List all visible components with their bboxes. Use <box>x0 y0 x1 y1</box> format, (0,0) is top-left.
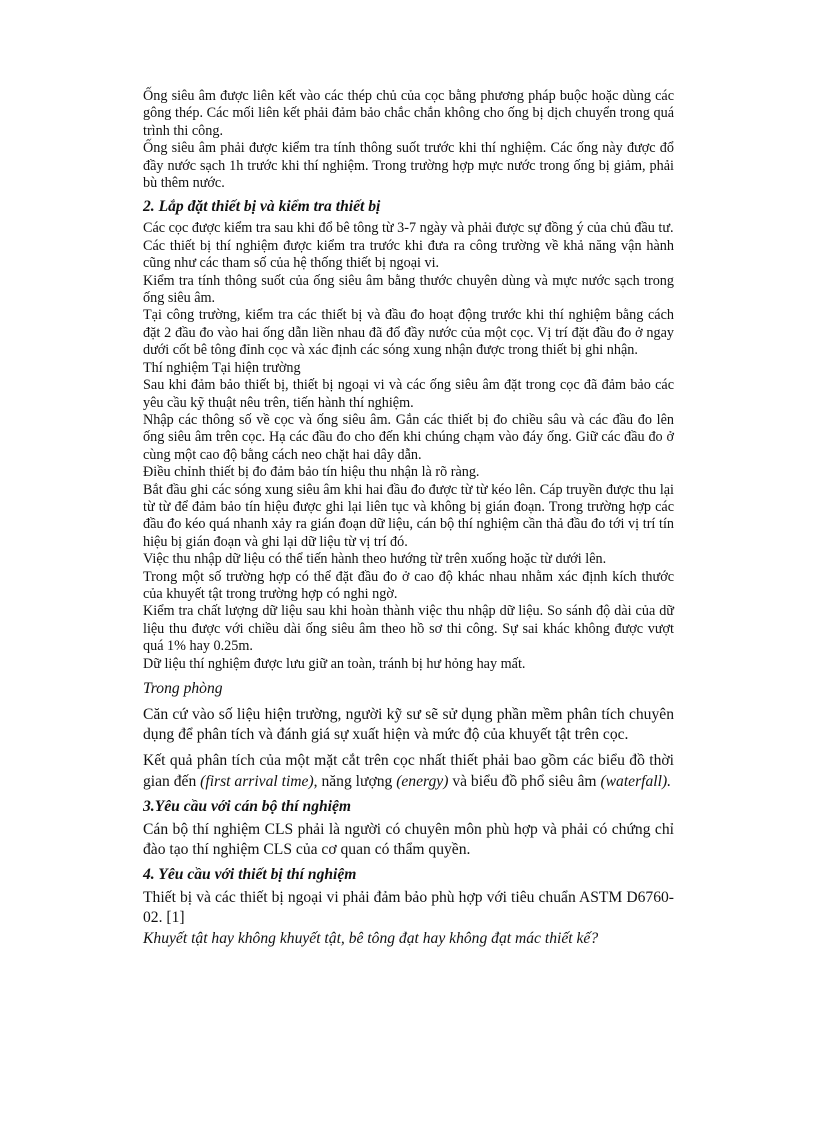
term-italic: (energy) <box>396 772 449 790</box>
section-heading: 3.Yêu cầu với cán bộ thí nghiệm <box>143 797 352 815</box>
paragraph: Kiểm tra chất lượng dữ liệu sau khi hoàn thành việc thu nhập dữ liệu. So sánh độ dài của dữ liệu thu được với chiều dài ống siêu âm theo hồ sơ thi công. Sự sai khác không được vượt quá 1% hay 0.25m. <box>143 603 674 655</box>
term-italic: (waterfall). <box>600 772 672 790</box>
paragraph <box>143 751 674 791</box>
paragraph: Ống siêu âm phải được kiểm tra tính thông suốt trước khi thí nghiệm. Các ống này được đổ đầy nước sạch 1h trước khi thí nghiệm. Trong trường hợp mực nước trong ống bị giảm, phải bù thêm nước. <box>143 140 674 192</box>
paragraph: Kiểm tra tính thông suốt của ống siêu âm bằng thước chuyên dùng và mực nước sạch trong ống siêu âm. <box>143 272 674 307</box>
paragraph: Sau khi đảm bảo thiết bị, thiết bị ngoại vi và các ống siêu âm đặt trong cọc đã đảm bảo các yêu cầu kỹ thuật nêu trên, tiến hành thí nghiệm. <box>143 377 674 411</box>
paragraph: Điều chỉnh thiết bị đo đảm bảo tín hiệu thu nhận là rõ ràng. <box>143 464 480 481</box>
paragraph: Thiết bị và các thiết bị ngoại vi phải đảm bảo phù hợp với tiêu chuẩn ASTM D6760-02. [1] <box>143 889 674 927</box>
paragraph: Căn cứ vào số liệu hiện trường, người kỹ sư sẽ sử dụng phần mềm phân tích chuyên dụng để phân tích và đánh giá sự xuất hiện và mức độ của khuyết tật trên cọc. <box>143 706 674 744</box>
paragraph: Các thiết bị thí nghiệm được kiểm tra trước khi đưa ra công trường về khả năng vận hành cũng như các tham số của hệ thống thiết bị ngoại vi. <box>143 237 674 272</box>
paragraph: Trong một số trường hợp có thể đặt đầu đo ở cao độ khác nhau nhằm xác định kích thước của khuyết tật trong trường hợp có nghi ngờ. <box>143 568 674 602</box>
subheading: Thí nghiệm Tại hiện trường <box>143 359 301 376</box>
paragraph: Tại công trường, kiểm tra các thiết bị và đầu đo hoạt động trước khi thí nghiệm bằng cách đặt 2 đầu đo vào hai ống dẫn liền nhau đã đổ đầy nước của một cọc. Vị trí đặt đầu đo ở ngay dưới cốt bê tông đỉnh cọc và xác định các sóng xung nhận được trong thiết bị ghi nhận. <box>143 307 674 359</box>
paragraph: Dữ liệu thí nghiệm được lưu giữ an toàn, tránh bị hư hỏng hay mất. <box>143 655 526 672</box>
paragraph: Nhập các thông số về cọc và ống siêu âm. Gắn các thiết bị đo chiều sâu và các đầu đo lên ống siêu âm trên cọc. Hạ các đầu đo cho đến khi chúng chạm vào đáy ống. Giữ các đầu đo ở cùng một cao độ bằng cách neo chặt hai dây dẫn. <box>143 411 674 463</box>
section-heading: 4. Yêu cầu với thiết bị thí nghiệm <box>143 866 357 884</box>
text-run: và biểu đồ phổ siêu âm <box>448 772 601 790</box>
paragraph: Việc thu nhập dữ liệu có thể tiến hành theo hướng từ trên xuống hoặc từ dưới lên. <box>143 551 607 568</box>
closing-question: Khuyết tật hay không khuyết tật, bê tông đạt hay không đạt mác thiết kế? <box>143 929 599 947</box>
paragraph: Ống siêu âm được liên kết vào các thép chủ của cọc bằng phương pháp buộc hoặc dùng các gông thép. Các mối liên kết phải đảm bảo chắc chắn không cho ống bị dịch chuyển trong quá trình thi công. <box>143 88 674 139</box>
paragraph: Bắt đầu ghi các sóng xung siêu âm khi hai đầu đo được từ từ kéo lên. Cáp truyền được thu lại từ từ để đảm bảo tín hiệu được ghi lại liên tục và không bị gián đoạn. Trong trường hợp các đầu đo kéo quá nhanh xảy ra gián đoạn dữ liệu, cán bộ thí nghiệm cần thả đầu đo tới vị trí tín hiệu bị gián đoạn và ghi lại dữ liệu từ vị trí đó. <box>143 481 674 550</box>
text-run: Kết quả phân tích của một mặt cắt trên cọc nhất thiết phải bao gồm các biểu đồ thời gian đến <box>143 752 674 790</box>
section-heading: 2. Lắp đặt thiết bị và kiểm tra thiết bị <box>143 198 381 216</box>
paragraph: Các cọc được kiểm tra sau khi đổ bê tông từ 3-7 ngày và phải được sự đồng ý của chủ đầu tư. <box>143 220 674 237</box>
subheading-italic: Trong phòng <box>143 680 223 697</box>
term-italic: (first arrival time) <box>200 772 314 790</box>
paragraph: Cán bộ thí nghiệm CLS phải là người có chuyên môn phù hợp và phải có chứng chỉ đào tạo thí nghiệm CLS của cơ quan có thẩm quyền. <box>143 820 674 859</box>
document-page <box>143 88 674 949</box>
text-run: , năng lượng <box>313 772 397 790</box>
